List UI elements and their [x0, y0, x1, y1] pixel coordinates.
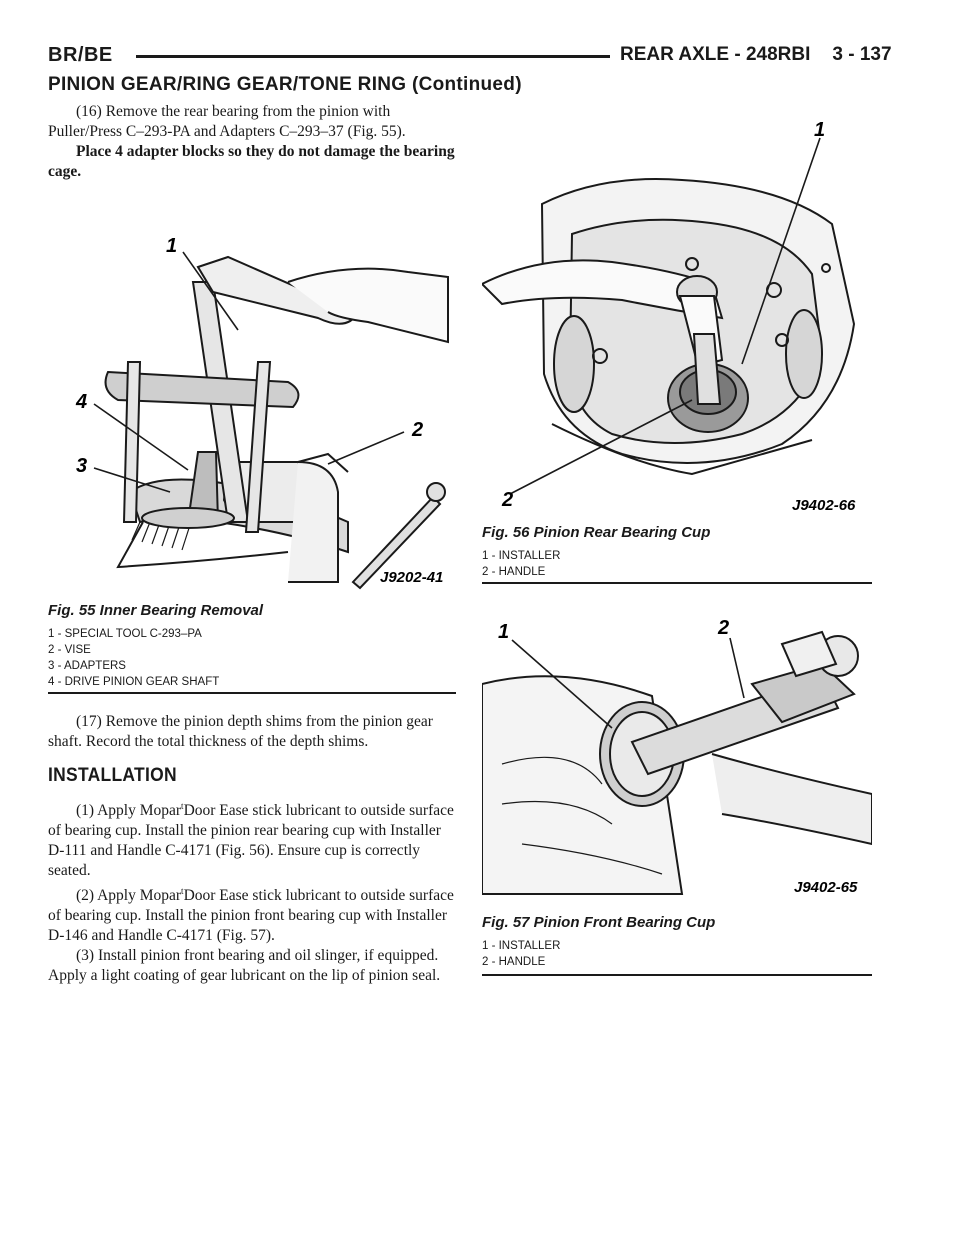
install-step-3: (3) Install pinion front bearing and oil slinger, if equipped. Apply a light coating of gear lubricant on the lip of pinion seal. [48, 947, 441, 985]
fig57-legend-item: 2 - HANDLE [482, 956, 546, 968]
fig56-callout-1: 1 [814, 119, 826, 141]
fig55-callout-2: 2 [412, 419, 424, 441]
fig57-code: J9402-65 [794, 879, 858, 896]
figure-56-illustration [482, 104, 872, 516]
fig55-legend-item: 4 - DRIVE PINION GEAR SHAFT [48, 676, 220, 688]
install-step-1-b: Door Ease stick lubricant to outside surface of bearing cup. Install the pinion rear bearing cup with Installer D-111 and Handle C-4171 (Fig. 56). Ensure cup is correctly seated. [48, 802, 454, 880]
fig57-callout-1: 1 [498, 621, 510, 643]
fig55-legend-item: 3 - ADAPTERS [48, 660, 126, 672]
fig55-callout-4: 4 [76, 391, 88, 413]
step-17 [48, 712, 456, 752]
figure-56 [482, 104, 872, 578]
trademark-mark: t [181, 886, 184, 897]
section-title: PINION GEAR/RING GEAR/TONE RING (Continued) [48, 74, 522, 95]
fig57-legend [482, 938, 560, 970]
header-section: REAR AXLE - 248RBI [620, 44, 811, 65]
header-page-number: 3 - 137 [832, 44, 892, 65]
fig55-title: Fig. 55 Inner Bearing Removal [48, 602, 264, 619]
fig55-legend [48, 626, 219, 690]
step-16-text: (16) Remove the rear bearing from the pinion with Puller/Press C–293-PA and Adapters C–293–37 (Fig. 55). [48, 103, 406, 140]
fig56-legend-item: 1 - INSTALLER [482, 550, 561, 562]
trademark-mark: t [181, 801, 184, 811]
fig56-code: J9402-66 [792, 497, 856, 514]
install-step-1 [48, 796, 456, 881]
install-step-2-b: Door Ease stick lubricant to outside surface of bearing cup. Install the pinion front bearing cup with Installer D-146 and Handle C-4171 (Fig. 57). [48, 887, 454, 945]
install-step-2-a: (2) Apply Mopar [76, 887, 182, 905]
figure-55-illustration [48, 222, 456, 594]
fig56-rule [482, 582, 872, 584]
fig56-title: Fig. 56 Pinion Rear Bearing Cup [482, 524, 711, 541]
installation-steps [48, 796, 456, 986]
fig56-legend-item: 2 - HANDLE [482, 566, 546, 578]
install-step-2 [48, 881, 456, 946]
step-16 [48, 102, 456, 182]
figure-55 [48, 222, 456, 688]
fig55-code: J9202-41 [380, 569, 444, 586]
fig57-title: Fig. 57 Pinion Front Bearing Cup [482, 914, 716, 931]
fig55-rule [48, 692, 456, 694]
figure-57-illustration [482, 604, 872, 904]
header-left: BR/BE [48, 44, 113, 66]
installation-heading: INSTALLATION [48, 765, 177, 786]
header-rule [136, 55, 610, 58]
step-16-note: Place 4 adapter blocks so they do not damage the bearing cage. [48, 143, 455, 180]
fig55-legend-item: 2 - VISE [48, 644, 91, 656]
step-17-text: (17) Remove the pinion depth shims from the pinion gear shaft. Record the total thickness of the depth shims. [48, 713, 433, 750]
fig55-legend-item: 1 - SPECIAL TOOL C-293–PA [48, 628, 202, 640]
fig57-callout-2: 2 [718, 617, 730, 639]
install-step-1-a: (1) Apply Mopar [76, 802, 182, 820]
fig56-legend [482, 548, 560, 580]
header-right [620, 44, 892, 66]
fig55-callout-1: 1 [166, 235, 178, 257]
figure-57 [482, 604, 872, 968]
fig57-legend-item: 1 - INSTALLER [482, 940, 561, 952]
fig57-rule [482, 974, 872, 976]
fig55-callout-3: 3 [76, 455, 88, 477]
fig56-callout-2: 2 [502, 489, 514, 511]
